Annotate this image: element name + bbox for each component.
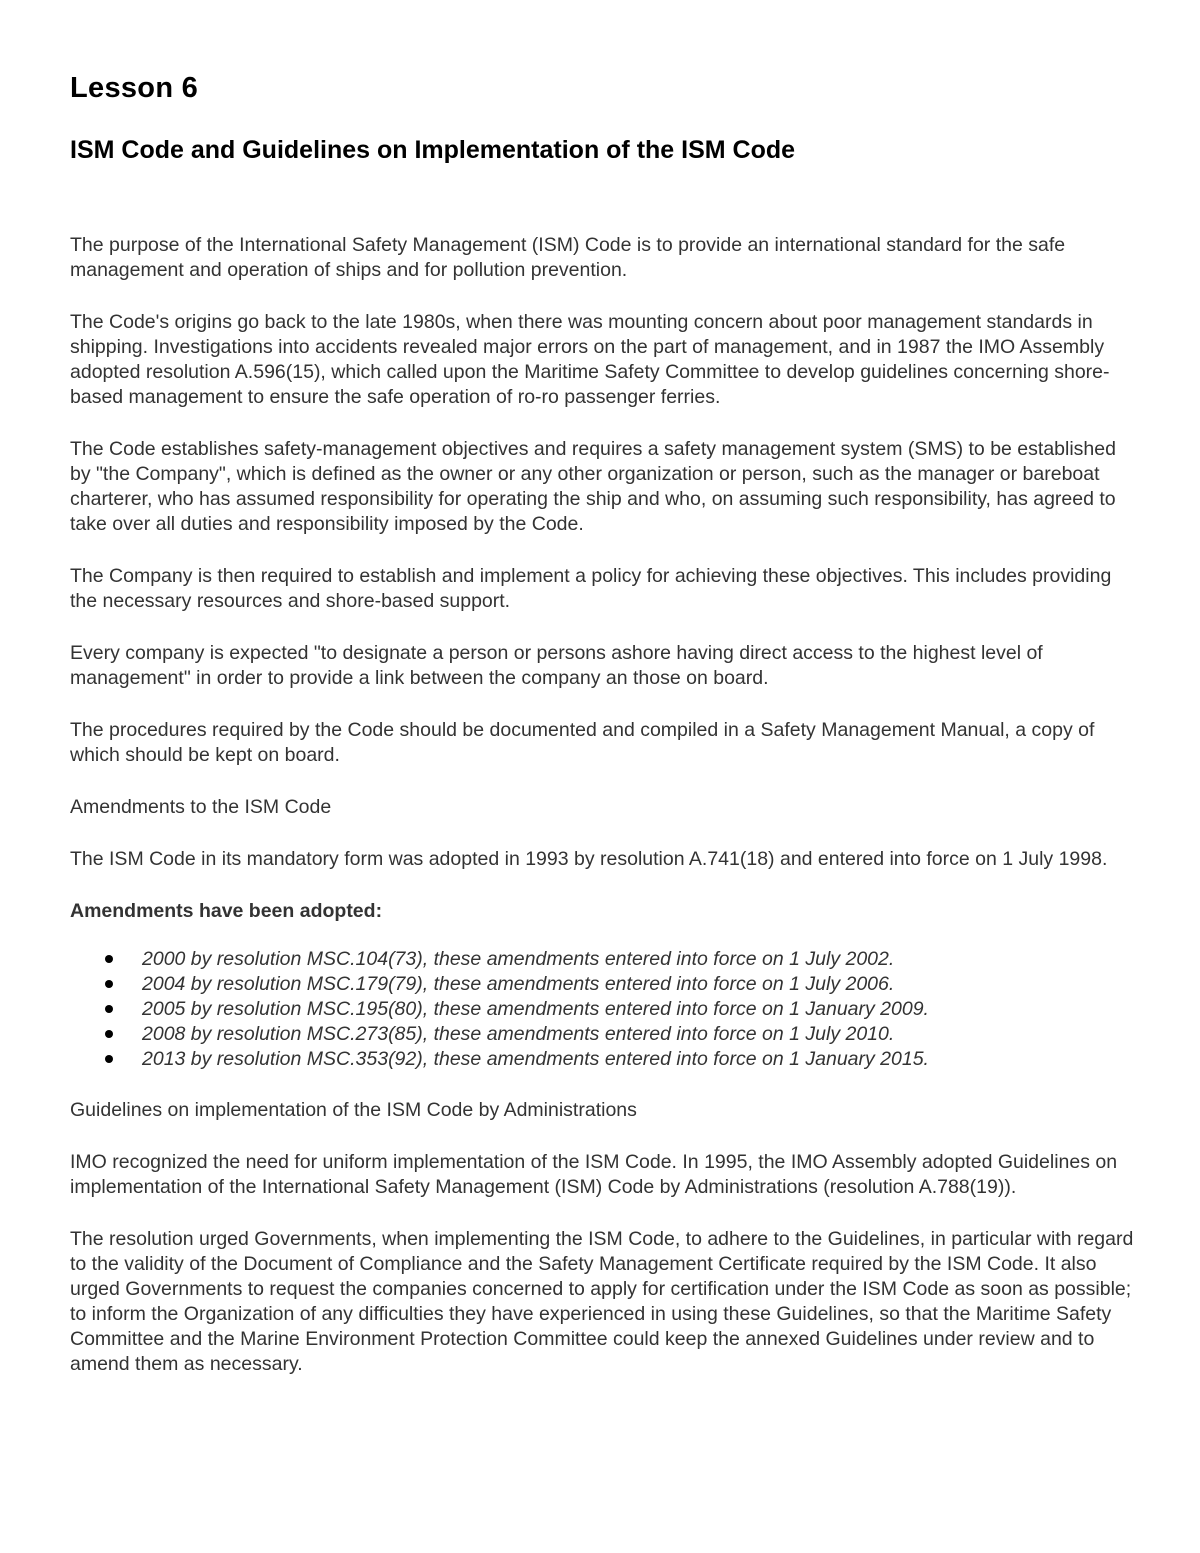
document-body — [70, 233, 1140, 1404]
bullet-icon — [105, 980, 113, 988]
amendment-text: 2000 by resolution MSC.104(73), these amendments entered into force on 1 July 2002. — [142, 948, 895, 970]
list-item — [70, 1047, 1140, 1072]
list-item — [70, 947, 1140, 972]
document-title: ISM Code and Guidelines on Implementation of the ISM Code — [70, 136, 796, 164]
paragraph-designated-person: Every company is expected "to designate a person or persons ashore having direct access to the highest level of management" in order to provide a link between the company an those on board. — [70, 642, 1043, 689]
list-item — [70, 1022, 1140, 1047]
paragraph-objectives: The Code establishes safety-management objectives and requires a safety management system (SMS) to be established by "the Company", which is defined as the owner or any other organization or person, such as the manager or bareboat charterer, who has assumed responsibility for operating the ship and who, on assuming such responsibility, has agreed to take over all duties and responsibility imposed by the Code. — [70, 438, 1116, 535]
paragraph-mandatory-form: The ISM Code in its mandatory form was adopted in 1993 by resolution A.741(18) and entered into force on 1 July 1998. — [70, 848, 1108, 870]
list-item — [70, 997, 1140, 1022]
bullet-icon — [105, 1055, 113, 1063]
bullet-icon — [105, 955, 113, 963]
amendment-text: 2004 by resolution MSC.179(79), these amendments entered into force on 1 July 2006. — [142, 973, 895, 995]
amendments-heading: Amendments to the ISM Code — [70, 796, 332, 818]
amendments-list — [70, 947, 1140, 1072]
paragraph-company-policy: The Company is then required to establish and implement a policy for achieving these objectives. This includes providing the necessary resources and shore-based support. — [70, 565, 1112, 612]
lesson-title: Lesson 6 — [70, 72, 199, 104]
amendment-text: 2005 by resolution MSC.195(80), these amendments entered into force on 1 January 2009. — [142, 998, 929, 1020]
amendment-text: 2008 by resolution MSC.273(85), these amendments entered into force on 1 July 2010. — [142, 1023, 895, 1045]
paragraph-procedures: The procedures required by the Code should be documented and compiled in a Safety Management Manual, a copy of which should be kept on board. — [70, 719, 1095, 766]
amendments-adopted-label: Amendments have been adopted: — [70, 900, 383, 922]
paragraph-purpose: The purpose of the International Safety Management (ISM) Code is to provide an international standard for the safe management and operation of ships and for pollution prevention. — [70, 234, 1066, 281]
amendment-text: 2013 by resolution MSC.353(92), these amendments entered into force on 1 January 2015. — [142, 1048, 929, 1070]
paragraph-uniform-implementation: IMO recognized the need for uniform implementation of the ISM Code. In 1995, the IMO Assembly adopted Guidelines on implementation of the International Safety Management (ISM) Code by Administrations (resolution A.788(19)). — [70, 1151, 1118, 1198]
bullet-icon — [105, 1030, 113, 1038]
bullet-icon — [105, 1005, 113, 1013]
paragraph-resolution-urged: The resolution urged Governments, when implementing the ISM Code, to adhere to the Guidelines, in particular with regard to the validity of the Document of Compliance and the Safety Management Certificate required by the ISM Code. It also urged Governments to request the companies concerned to apply for certification under the ISM Code as soon as possible; to inform the Organization of any difficulties they have experienced in using these Guidelines, so that the Maritime Safety Committee and the Marine Environment Protection Committee could keep the annexed Guidelines under review and to amend them as necessary. — [70, 1228, 1134, 1375]
list-item — [70, 972, 1140, 997]
paragraph-origins: The Code's origins go back to the late 1980s, when there was mounting concern about poor management standards in shipping. Investigations into accidents revealed major errors on the part of management, and in 1987 the IMO Assembly adopted resolution A.596(15), which called upon the Maritime Safety Committee to develop guidelines concerning shore-based management to ensure the safe operation of ro-ro passenger ferries. — [70, 311, 1110, 408]
guidelines-heading: Guidelines on implementation of the ISM Code by Administrations — [70, 1099, 637, 1121]
